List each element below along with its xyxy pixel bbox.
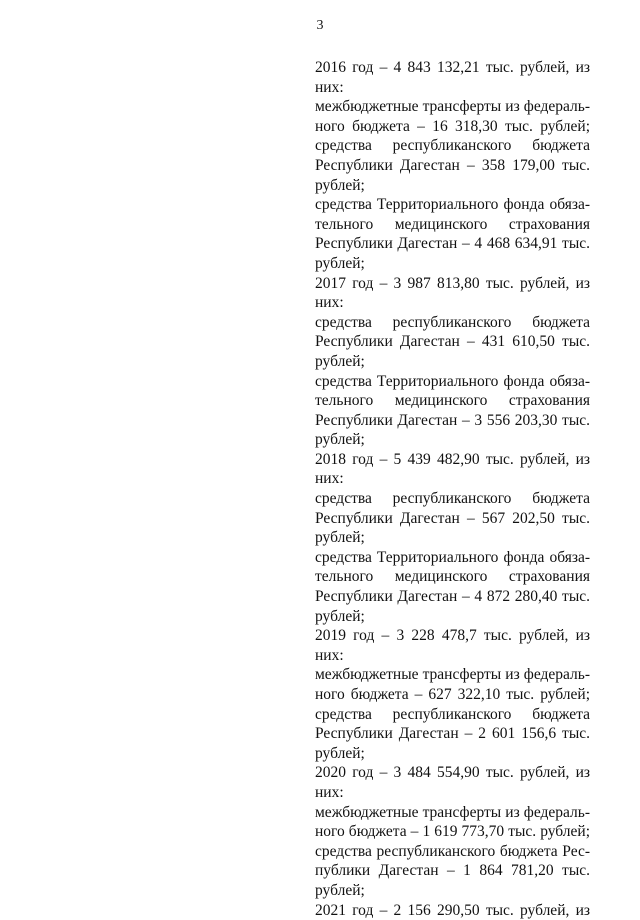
text-line: ного бюджета – 1 619 773,70 тыс. рублей; bbox=[315, 823, 590, 841]
text-line: рублей; bbox=[315, 607, 365, 625]
text-line: 2017 год – 3 987 813,80 тыс. рублей, из bbox=[315, 274, 590, 292]
text-line: 2020 год – 3 484 554,90 тыс. рублей, из bbox=[315, 764, 590, 782]
text-line: публики Дагестан – 1 864 781,20 тыс. bbox=[315, 862, 590, 880]
text-line: них: bbox=[315, 783, 344, 801]
text-line: них: bbox=[315, 78, 344, 96]
text-line: тельного медицинского страхования bbox=[315, 568, 590, 586]
text-line: 2021 год – 2 156 290,50 тыс. рублей, из bbox=[315, 901, 590, 919]
text-line: них: bbox=[315, 470, 344, 488]
text-line: рублей; bbox=[315, 744, 365, 762]
text-line: 2018 год – 5 439 482,90 тыс. рублей, из bbox=[315, 450, 590, 468]
text-line: тельного медицинского страхования bbox=[315, 392, 590, 410]
text-line: рублей; bbox=[315, 176, 365, 194]
text-line: рублей; bbox=[315, 529, 365, 547]
text-line: них: bbox=[315, 294, 344, 312]
text-line: ного бюджета – 627 322,10 тыс. рублей; bbox=[315, 686, 590, 703]
text-line: Республики Дагестан – 3 556 203,30 тыс. bbox=[315, 411, 590, 429]
text-line: средства Территориального фонда обяза- bbox=[315, 548, 590, 566]
text-line: межбюджетные трансферты из федераль- bbox=[315, 803, 590, 821]
text-line: Республики Дагестан – 4 468 634,91 тыс. bbox=[315, 235, 590, 253]
text-line: 2019 год – 3 228 478,7 тыс. рублей, из bbox=[315, 627, 590, 645]
page-number: 3 bbox=[316, 18, 324, 33]
text-line: 2016 год – 4 843 132,21 тыс. рублей, из bbox=[315, 59, 590, 76]
text-line: рублей; bbox=[315, 431, 365, 449]
text-line: Республики Дагестан – 567 202,50 тыс. bbox=[315, 509, 590, 527]
text-line: рублей; bbox=[315, 881, 365, 899]
text-line: ного бюджета – 16 318,30 тыс. рублей; bbox=[315, 117, 590, 135]
text-column bbox=[315, 58, 590, 920]
text-line: средства республиканского бюджета bbox=[315, 490, 590, 508]
text-line: средства республиканского бюджета bbox=[315, 705, 590, 723]
text-line: рублей; bbox=[315, 352, 365, 370]
text-line: средства Территориального фонда обяза- bbox=[315, 372, 590, 390]
text-line: межбюджетные трансферты из федераль- bbox=[315, 98, 590, 116]
text-line: Республики Дагестан – 4 872 280,40 тыс. bbox=[315, 588, 590, 606]
text-line: средства республиканского бюджета bbox=[315, 137, 590, 155]
text-line: межбюджетные трансферты из федераль- bbox=[315, 666, 590, 684]
text-line: рублей; bbox=[315, 254, 365, 272]
text-line: Республики Дагестан – 358 179,00 тыс. bbox=[315, 156, 590, 174]
text-line: Республики Дагестан – 431 610,50 тыс. bbox=[315, 333, 590, 351]
text-line: средства республиканского бюджета Рес- bbox=[315, 842, 590, 860]
text-line: средства Территориального фонда обяза- bbox=[315, 196, 590, 214]
text-line: Республики Дагестан – 2 601 156,6 тыс. bbox=[315, 725, 590, 743]
text-line: средства республиканского бюджета bbox=[315, 313, 590, 331]
text-line: них: bbox=[315, 646, 344, 664]
text-line: тельного медицинского страхования bbox=[315, 215, 590, 233]
